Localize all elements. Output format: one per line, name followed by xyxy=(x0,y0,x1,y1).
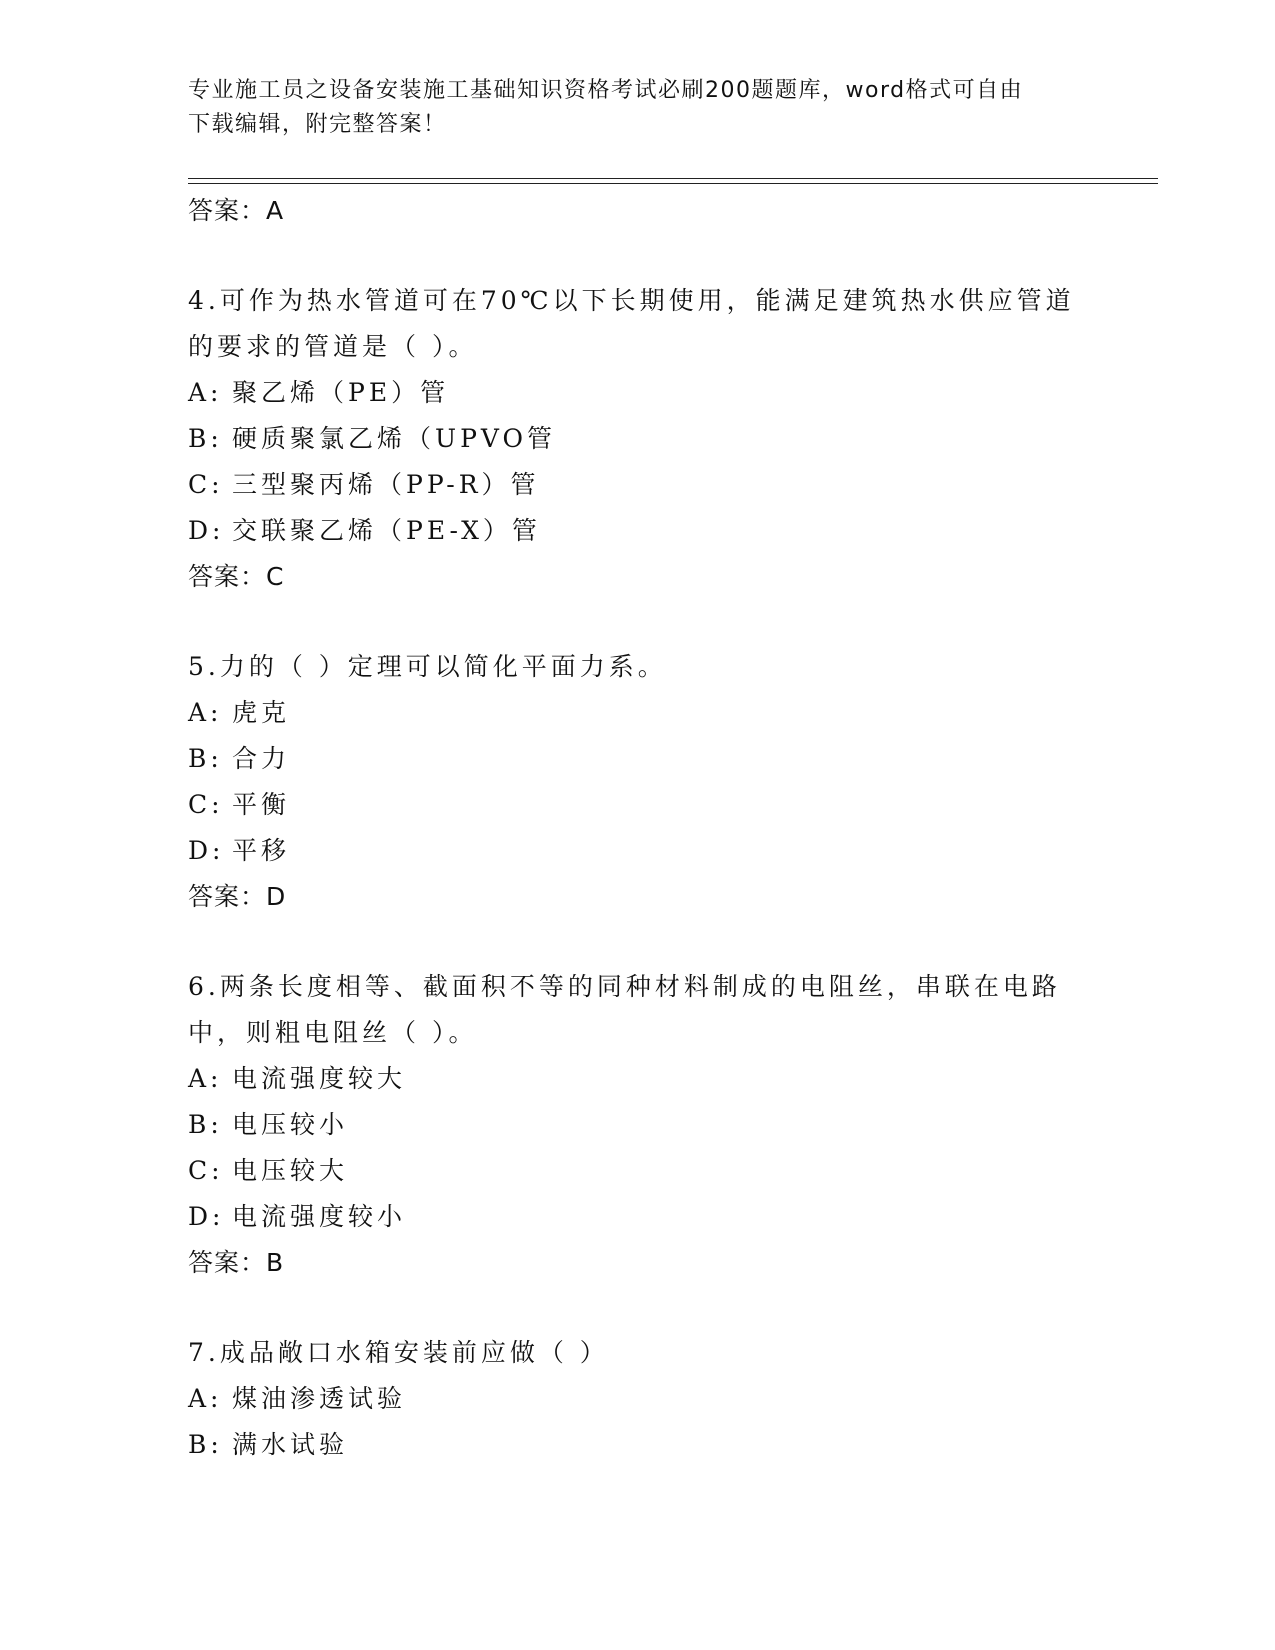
header-line-1: 专业施工员之设备安装施工基础知识资格考试必刷200题题库，word格式可自由 xyxy=(188,78,1024,103)
question-6 xyxy=(188,964,1088,1286)
answer-line: 答案：D xyxy=(188,882,287,911)
option-text: 平移 xyxy=(232,836,291,865)
answer-line: 答案：A xyxy=(188,196,285,225)
option-c xyxy=(188,782,1088,828)
option-d xyxy=(188,508,1088,554)
option-key: D: xyxy=(188,516,225,545)
option-key: A: xyxy=(188,1384,223,1413)
option-text: 电压较小 xyxy=(232,1110,349,1139)
option-key: C: xyxy=(188,1156,224,1185)
option-key: B: xyxy=(188,1430,223,1459)
option-text: 交联聚乙烯（PE-X）管 xyxy=(232,516,541,545)
header-line-2: 下载编辑，附完整答案！ xyxy=(188,112,447,137)
option-c xyxy=(188,462,1088,508)
question-4 xyxy=(188,278,1088,600)
question-stem-line: 6.两条长度相等、截面积不等的同种材料制成的电阻丝，串联在电路 xyxy=(188,972,1061,1001)
question-stem-line: 中，则粗电阻丝（ ）。 xyxy=(188,1018,478,1047)
option-text: 电流强度较大 xyxy=(232,1064,407,1093)
option-a xyxy=(188,1056,1088,1102)
answer-line: 答案：C xyxy=(188,562,285,591)
question-stem-line: 的要求的管道是（ ）。 xyxy=(188,332,478,361)
document-header xyxy=(188,74,1068,142)
option-text: 三型聚丙烯（PP-R）管 xyxy=(232,470,540,499)
option-key: D: xyxy=(188,1202,225,1231)
question-stem-line: 7.成品敞口水箱安装前应做（ ） xyxy=(188,1338,609,1367)
option-text: 虎克 xyxy=(232,698,291,727)
option-a xyxy=(188,370,1088,416)
option-text: 合力 xyxy=(232,744,291,773)
option-key: C: xyxy=(188,470,224,499)
option-text: 满水试验 xyxy=(232,1430,349,1459)
option-key: A: xyxy=(188,1064,223,1093)
answer-line: 答案：B xyxy=(188,1248,285,1277)
question-stem-line: 4.可作为热水管道可在70℃以下长期使用，能满足建筑热水供应管道 xyxy=(188,286,1075,315)
option-key: B: xyxy=(188,424,223,453)
question-stem-line: 5.力的（ ）定理可以简化平面力系。 xyxy=(188,652,667,681)
option-key: B: xyxy=(188,744,223,773)
question-list xyxy=(188,188,1088,1468)
option-b xyxy=(188,1422,1088,1468)
option-b xyxy=(188,736,1088,782)
option-d xyxy=(188,828,1088,874)
option-text: 硬质聚氯乙烯（UPVO管 xyxy=(232,424,557,453)
option-a xyxy=(188,1376,1088,1422)
question-7 xyxy=(188,1330,1088,1468)
option-key: A: xyxy=(188,698,223,727)
option-c xyxy=(188,1148,1088,1194)
option-text: 电流强度较小 xyxy=(232,1202,407,1231)
option-a xyxy=(188,690,1088,736)
option-key: B: xyxy=(188,1110,223,1139)
option-key: A: xyxy=(188,378,223,407)
option-text: 电压较大 xyxy=(232,1156,349,1185)
option-key: D: xyxy=(188,836,225,865)
question-5 xyxy=(188,644,1088,920)
option-key: C: xyxy=(188,790,224,819)
option-text: 平衡 xyxy=(232,790,291,819)
option-b xyxy=(188,1102,1088,1148)
header-divider-bottom xyxy=(188,183,1158,184)
header-divider-top xyxy=(188,178,1158,179)
option-text: 聚乙烯（PE）管 xyxy=(232,378,450,407)
option-text: 煤油渗透试验 xyxy=(232,1384,407,1413)
option-d xyxy=(188,1194,1088,1240)
option-b xyxy=(188,416,1088,462)
